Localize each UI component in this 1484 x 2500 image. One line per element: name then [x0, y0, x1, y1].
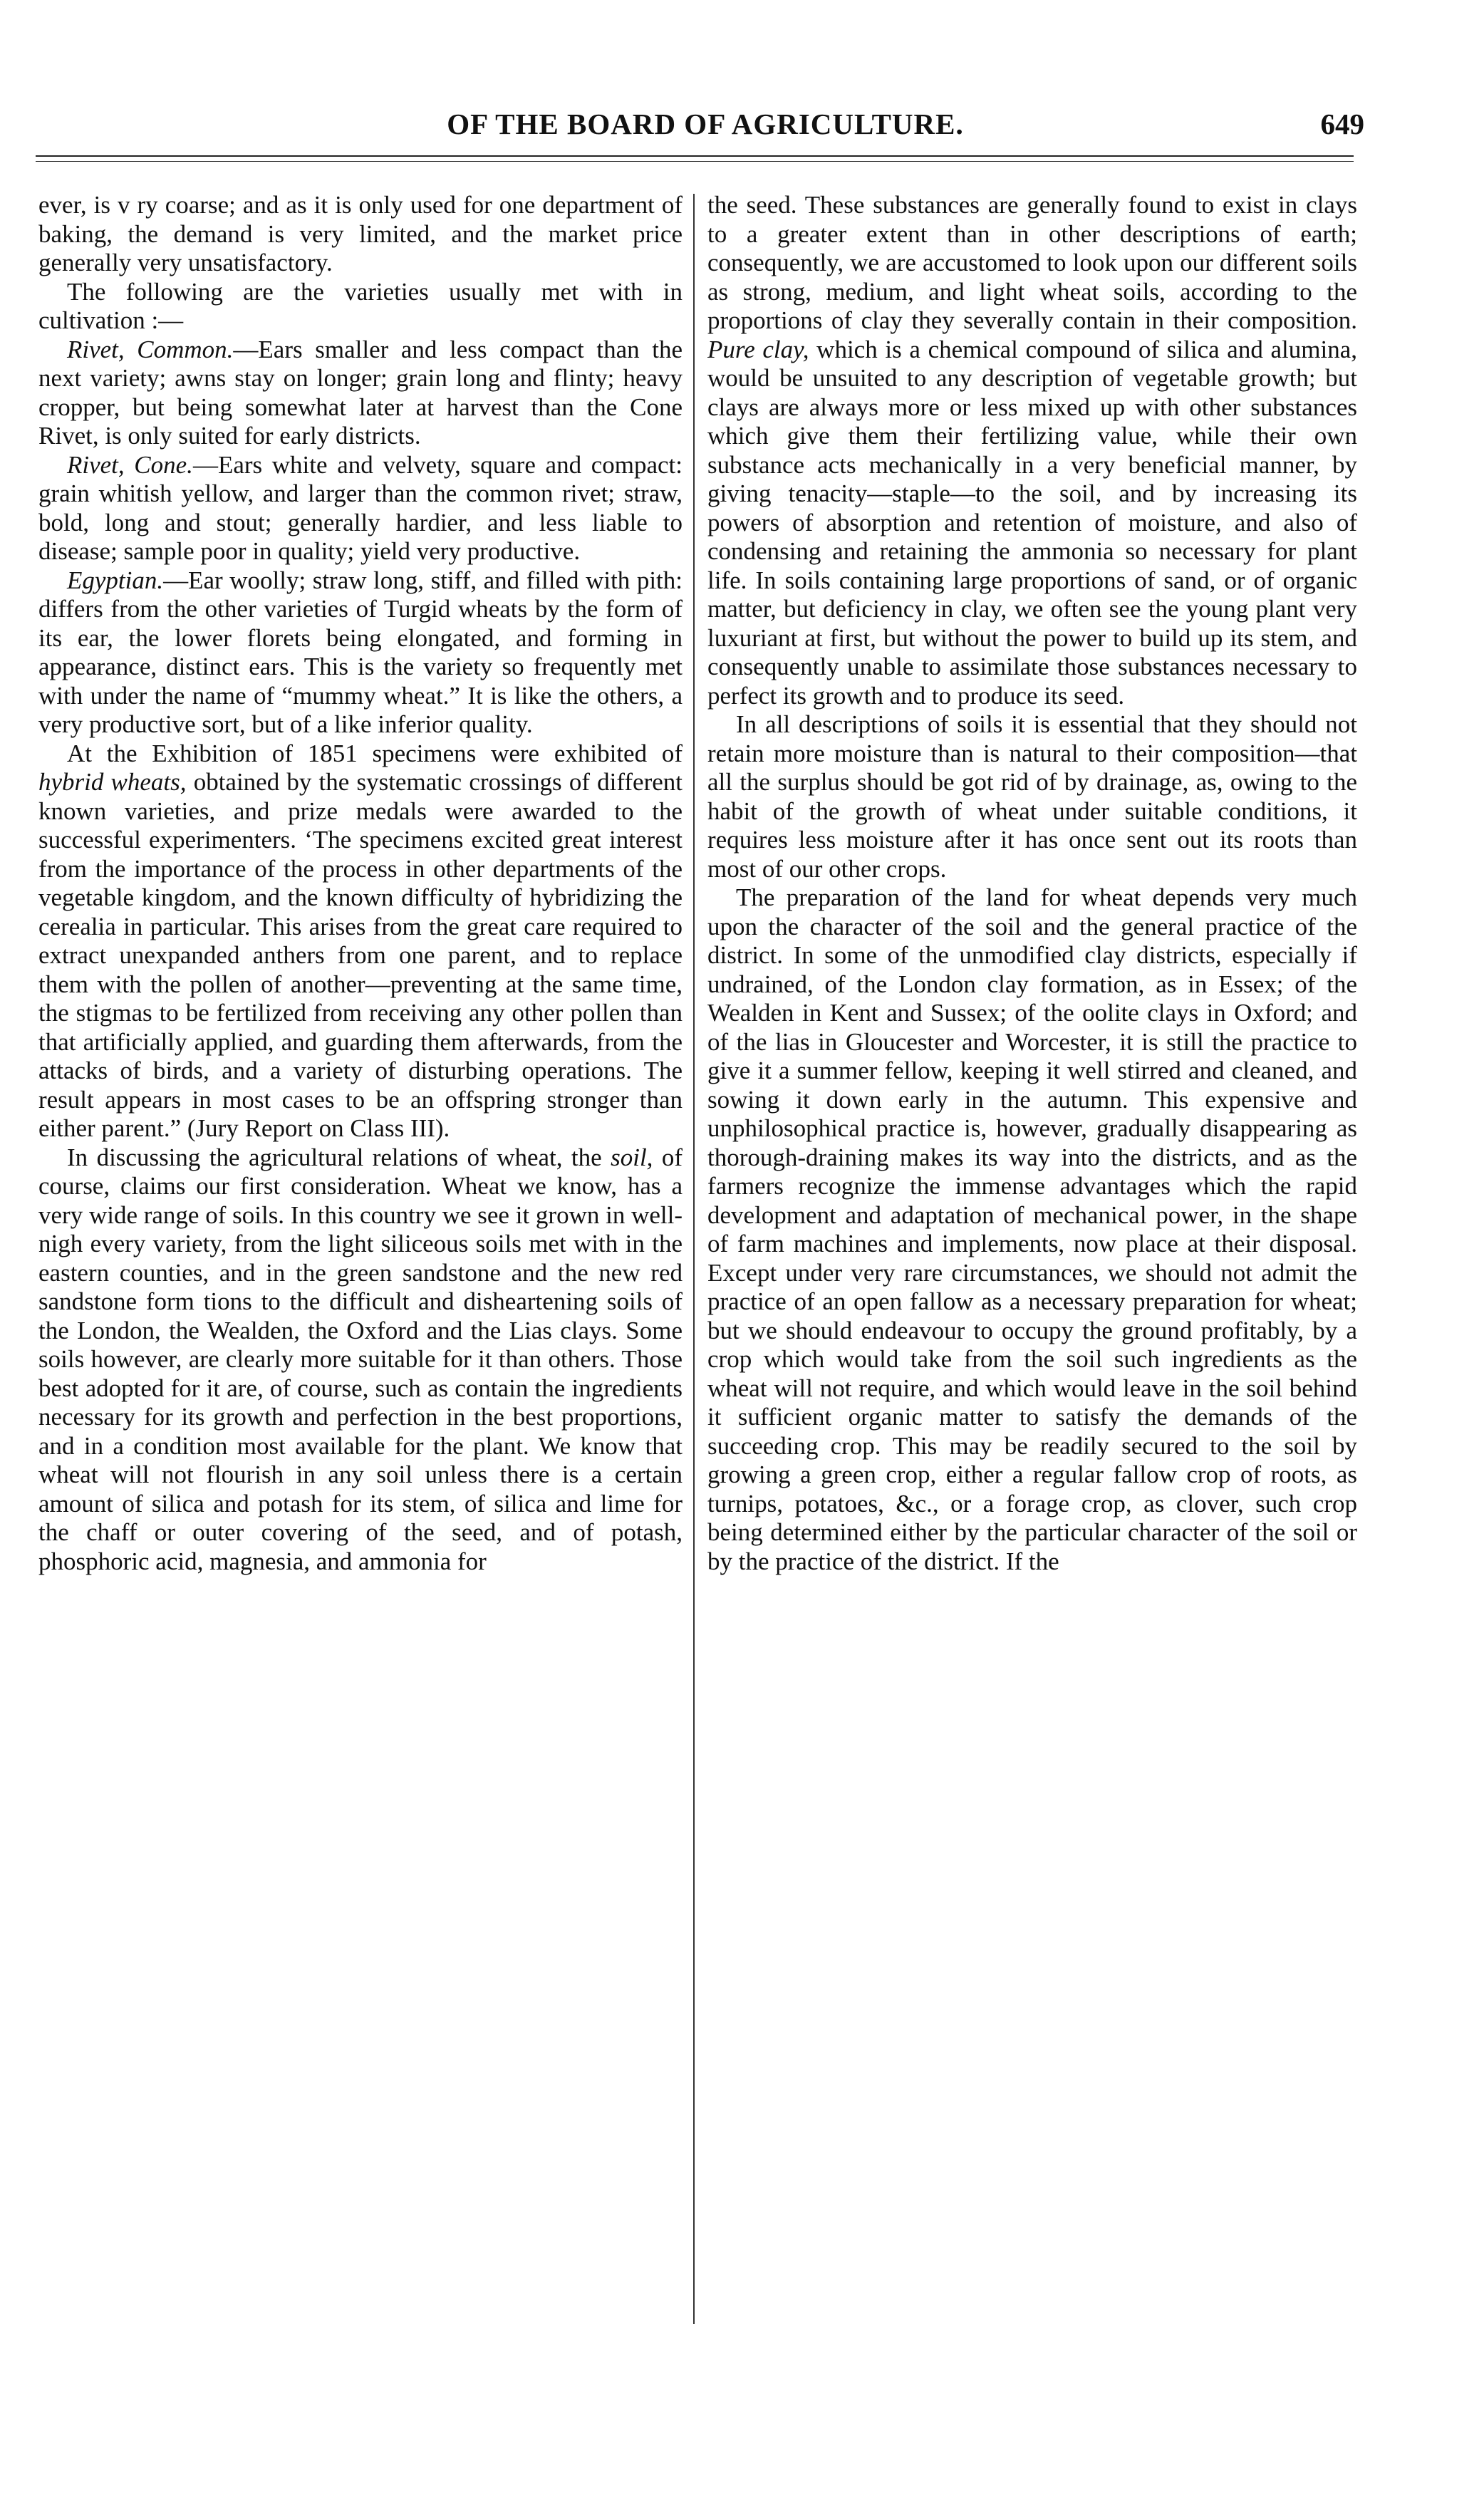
variety-entry — [38, 336, 683, 451]
paragraph-text: ever, is v ry coarse; and as it is only used for one department of baking, the demand is very limited, and the market price generally very unsatisfactory. — [38, 191, 683, 276]
variety-entry — [38, 451, 683, 566]
header-rule — [36, 155, 1354, 157]
paragraph-text: which is a chemical compound of silica and alumina, would be unsuited to any description of vegetable growth; but clays are always more or less mixed up with other substances which give them their fertilizing value, while their own substance acts mechanically in a very beneficial manner, by giving tenacity—staple—to the soil, and by increasing its powers of absorption and retention of moisture, and also of condensing and retaining the ammonia so necessary for plant life. In soils containing large proportions of sand, or of organic matter, but deficiency in clay, we often see the young plant very luxuriant at first, but without the power to build up its stem, and consequently unable to assimilate those substances necessary to perfect its growth and to produce its seed. — [707, 335, 1357, 710]
paragraph — [707, 883, 1357, 1576]
emphasis-term: soil, — [611, 1143, 653, 1171]
variety-description: —Ear woolly; straw long, stiff, and filled with pith: differs from the other varieties of Turgid wheats by the form of its ear, the lower florets being elongated, and forming in appearance, distinct ears. This is the variety so frequently met with under the name of “mummy wheat.” It is like the others, a very productive sort, but of a like inferior quality. — [38, 566, 683, 738]
variety-name: Egyptian. — [67, 566, 164, 594]
running-title: OF THE BOARD OF AGRICULTURE. — [447, 108, 964, 140]
paragraph — [38, 278, 683, 336]
paragraph-text: The following are the varieties usually met with in cultivation :— — [38, 277, 683, 334]
paragraph-text: In discussing the agricultural relations of wheat, the — [67, 1143, 611, 1171]
paragraph-text: obtained by the systematic crossings of different known varieties, and prize medals were awarded to the successful experimenters. ‘The specimens excited great interest from the importance of the process in other departments of the vegetable kingdom, and the known difficulty of hybridizing the cerealia in particular. This arises from the great care required to extract unexpanded anthers from one parent, and to replace them with the pollen of another—preventing at the same time, the stigmas to be fertilized from receiving any other pollen than that artificially applied, and guarding them afterwards, from the attacks of birds, and a variety of disturbing operations. The result appears in most cases to be an offspring stronger than either parent.” (Jury Report on Class III). — [38, 768, 683, 1142]
paragraph-text: the seed. These substances are generally found to exist in clays to a greater extent than in other descriptions of earth; consequently, we are accustomed to look upon our different soils as strong, medium, and light wheat soils, according to the proportions of clay they severally contain in their composition. — [707, 191, 1357, 334]
emphasis-term: hybrid wheats, — [38, 768, 187, 796]
paragraph — [38, 740, 683, 1143]
variety-name: Rivet, Common. — [67, 335, 234, 363]
paragraph-text: In all descriptions of soils it is essential that they should not retain more moisture than is natural to their composition—that all the surplus should be got rid of by drainage, as, owing to the habit of the growth of wheat under suitable conditions, it requires less moisture after it has once sent out its roots than most of our other crops. — [707, 710, 1357, 883]
emphasis-term: Pure clay, — [707, 335, 809, 363]
right-column — [707, 191, 1357, 2442]
left-column — [38, 191, 683, 2442]
paragraph — [707, 710, 1357, 883]
variety-name: Rivet, Cone. — [67, 450, 193, 479]
variety-entry — [38, 566, 683, 740]
paragraph-text: of course, claims our first consideration. Wheat we know, has a very wide range of soils. In this country we see it grown in well-nigh every variety, from the light siliceous soils met with in the eastern counties, and in the green sandstone and the new red sandstone form tions to the difficult and disheartening soils of the London, the Wealden, the Oxford and the Lias clays. Some soils however, are clearly more suitable for it than others. Those best adopted for it are, of course, such as contain the ingredients necessary for its growth and perfection in the best proportions, and in a condition most available for the plant. We know that wheat will not flourish in any soil unless there is a certain amount of silica and potash for its stem, of silica and lime for the chaff or outer covering of the seed, and of potash, phosphoric acid, magnesia, and ammonia for — [38, 1143, 683, 1575]
paragraph — [38, 191, 683, 278]
variety-description: —Ears smaller and less compact than the next variety; awns stay on longer; grain long and flinty; heavy cropper, but being somewhat later at harvest than the Cone Rivet, is only suited for early districts. — [38, 335, 683, 450]
column-divider — [693, 194, 695, 2324]
paragraph-text: At the Exhibition of 1851 specimens were exhibited of — [67, 739, 683, 767]
paragraph — [707, 191, 1357, 710]
header-rule-thin — [36, 161, 1354, 162]
page-number: 649 — [1320, 108, 1364, 140]
paragraph — [38, 1143, 683, 1577]
variety-description: —Ears white and velvety, square and compact: grain whitish yellow, and larger than the common rivet; straw, bold, long and stout; generally hardier, and less liable to disease; sample poor in quality; yield very productive. — [38, 450, 683, 565]
paragraph-text: The preparation of the land for wheat depends very much upon the character of the soil and the general practice of the district. In some of the unmodified clay districts, especially if undrained, of the London clay formation, as in Essex; of the Wealden in Kent and Sussex; of the oolite clays in Oxford; and of the lias in Gloucester and Worcester, it is still the practice to give it a summer fellow, keeping it well stirred and cleaned, and sowing it down early in the autumn. This expensive and unphilosophical practice is, however, gradually disappearing as thorough-draining makes its way into the districts, and as the farmers recognize the immense advantages which the rapid development and adaptation of mechanical power, in the shape of farm machines and implements, now place at their disposal. Except under very rare circumstances, we should not admit the practice of an open fallow as a necessary preparation for wheat; but we should endeavour to occupy the ground profitably, by a crop which would take from the soil such ingredients as the wheat will not require, and which would leave in the soil behind it sufficient organic matter to satisfy the demands of the succeeding crop. This may be readily secured to the soil by growing a green crop, either a regular fallow crop of roots, as turnips, potatoes, &c., or a forage crop, as clover, such crop being determined either by the particular character of the soil or by the practice of the district. If the — [707, 883, 1357, 1575]
